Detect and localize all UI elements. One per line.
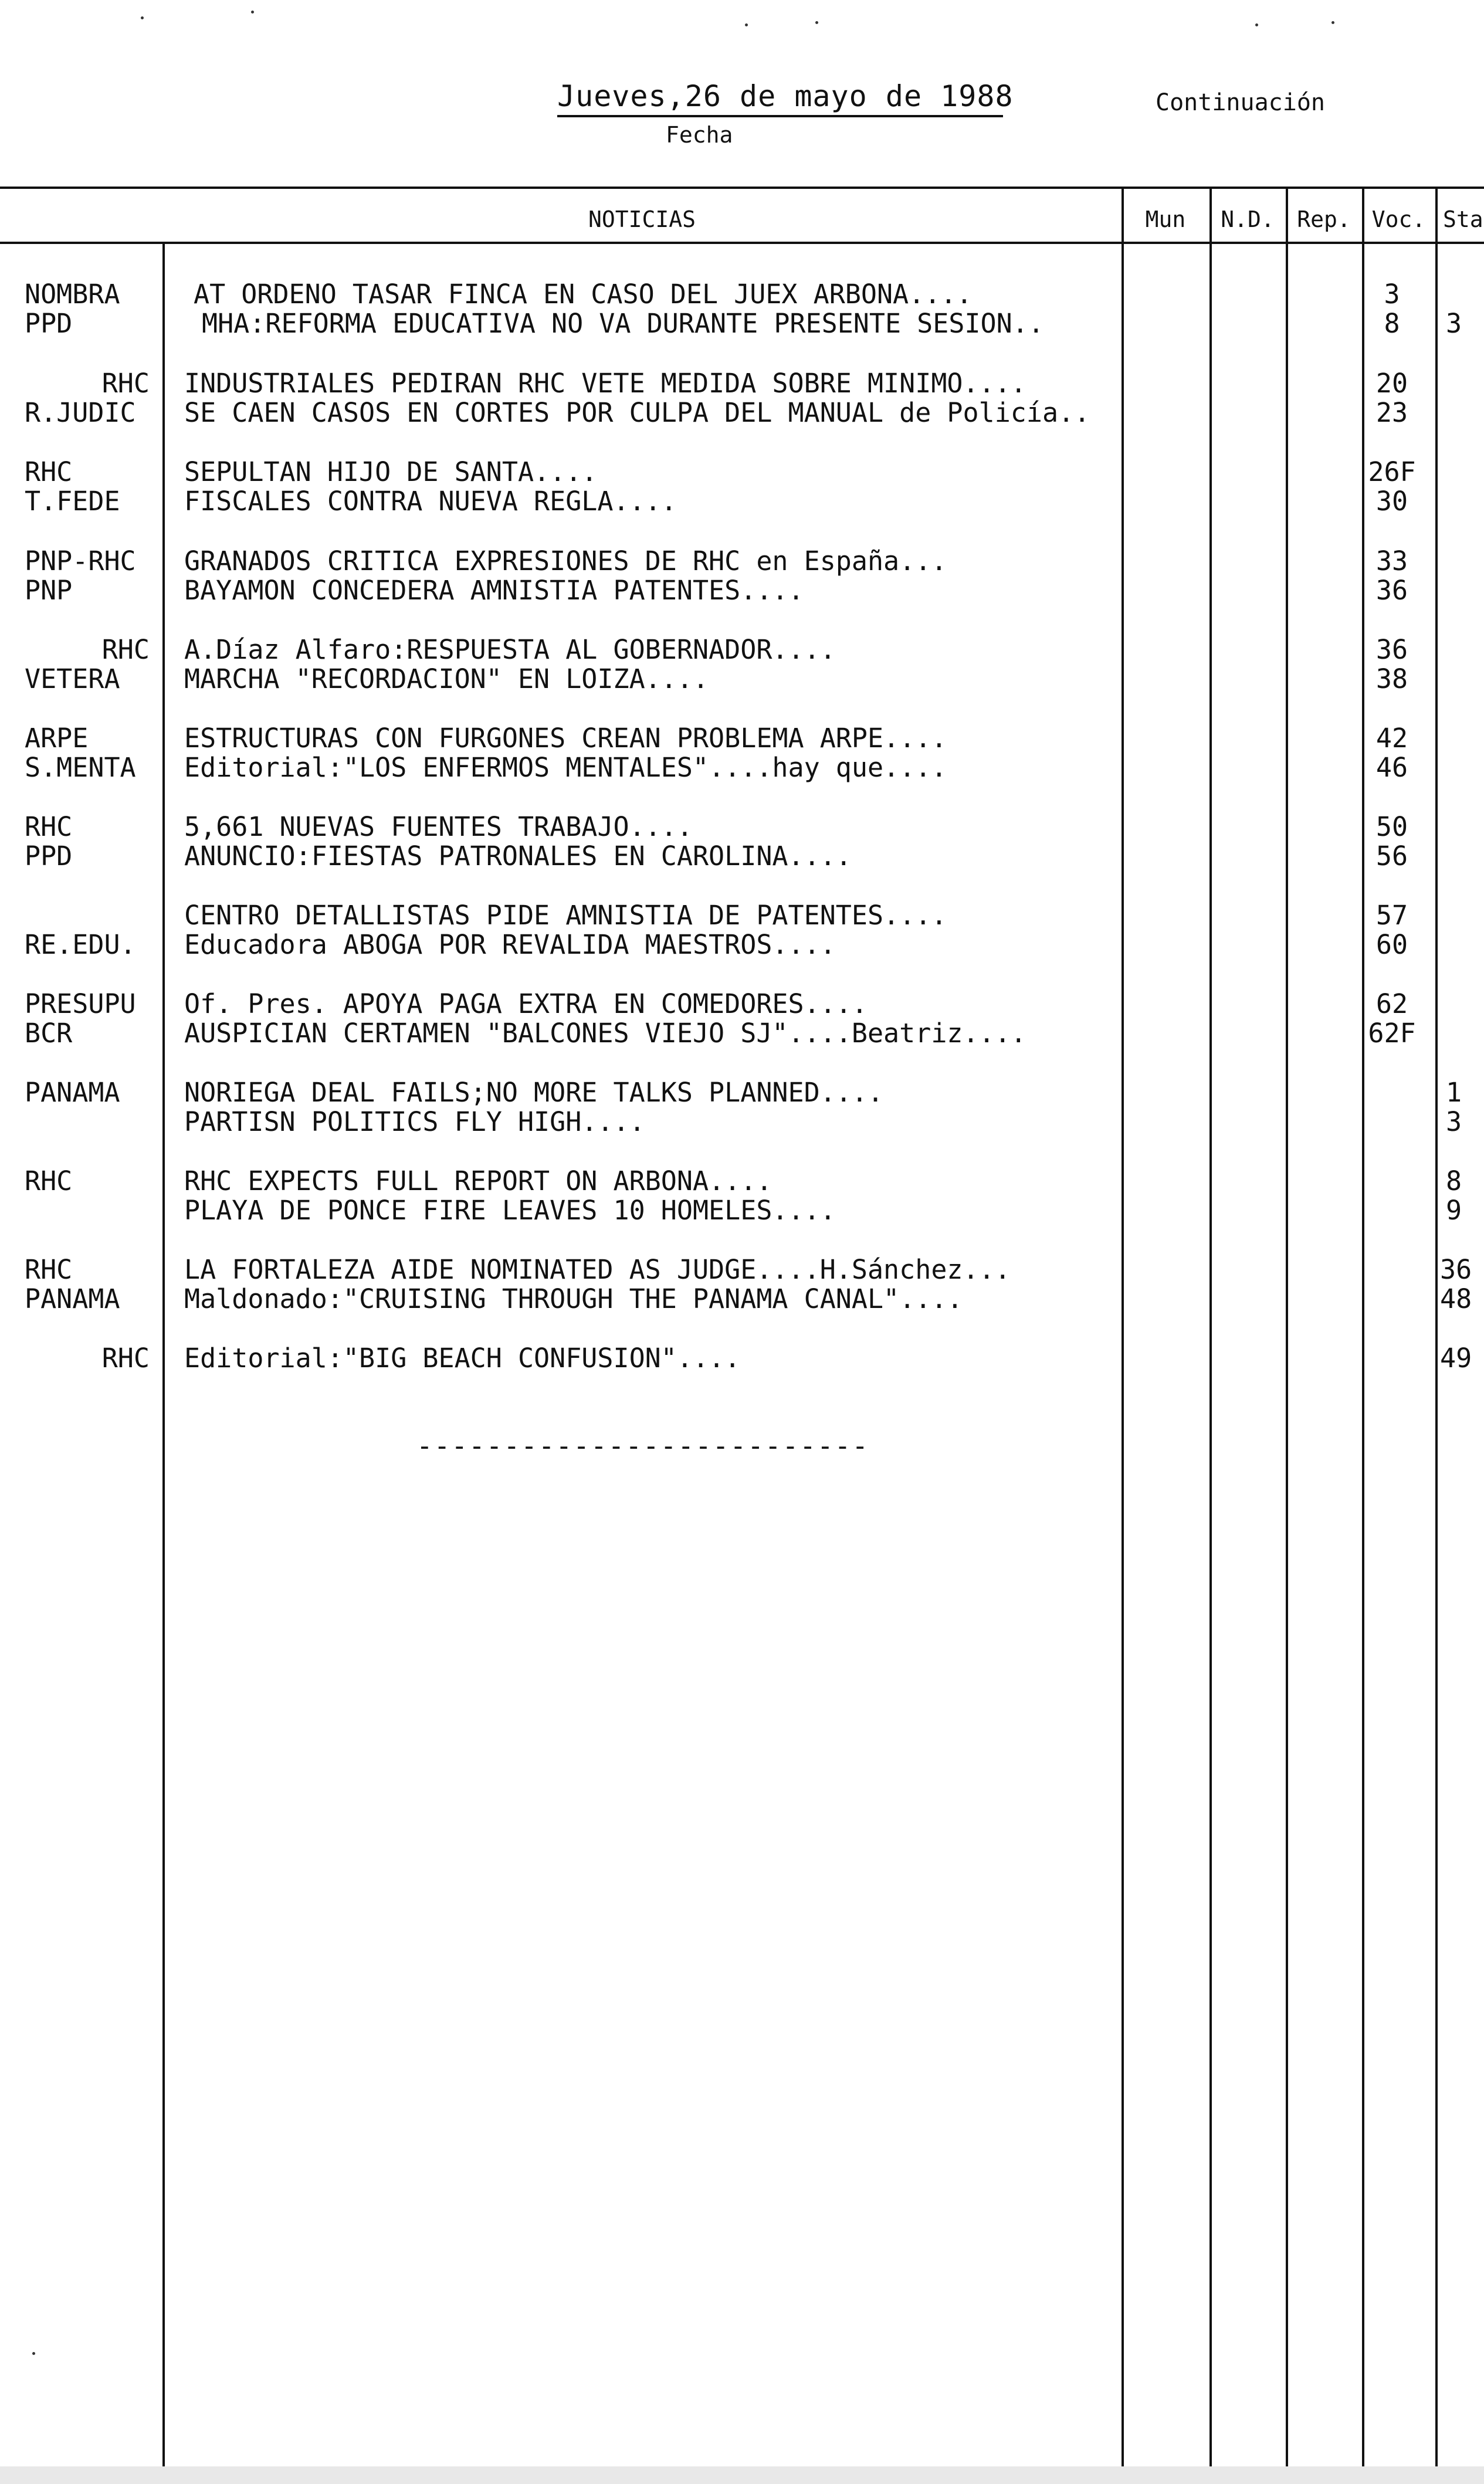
row-headline: Of. Pres. APOYA PAGA EXTRA EN COMEDORES.... bbox=[184, 988, 868, 1019]
column-divider-voc bbox=[1435, 187, 1438, 2466]
column-divider-nd bbox=[1286, 187, 1288, 2466]
row-headline: NORIEGA DEAL FAILS;NO MORE TALKS PLANNED.... bbox=[184, 1077, 884, 1108]
row-voc: 26F bbox=[1368, 456, 1416, 487]
row-voc: 57 bbox=[1375, 900, 1408, 931]
column-header-rep: Rep. bbox=[1297, 206, 1351, 232]
row-headline: 5,661 NUEVAS FUENTES TRABAJO.... bbox=[184, 811, 693, 842]
row-voc: 60 bbox=[1375, 929, 1408, 960]
row-voc: 46 bbox=[1375, 752, 1408, 783]
row-voc: 62 bbox=[1375, 988, 1408, 1019]
row-tag: S.MENTA bbox=[25, 752, 136, 783]
row-headline: ESTRUCTURAS CON FURGONES CREAN PROBLEMA ARPE.... bbox=[184, 723, 947, 754]
row-headline: GRANADOS CRITICA EXPRESIONES DE RHC en España... bbox=[184, 545, 947, 577]
row-headline: Educadora ABOGA POR REVALIDA MAESTROS.... bbox=[184, 929, 836, 960]
row-tag: RHC bbox=[25, 1254, 73, 1285]
row-tag: RHC bbox=[25, 811, 73, 842]
row-headline: AT ORDENO TASAR FINCA EN CASO DEL JUEX ARBONA.... bbox=[194, 279, 973, 310]
scan-speck bbox=[32, 2352, 35, 2355]
row-tag: ARPE bbox=[25, 723, 89, 754]
row-sta: 8 bbox=[1446, 1165, 1462, 1197]
column-header-sta: Sta bbox=[1443, 206, 1483, 232]
column-divider-mun bbox=[1209, 187, 1212, 2466]
row-voc: 36 bbox=[1375, 634, 1408, 665]
date-caption: Fecha bbox=[666, 122, 733, 148]
row-tag: PPD bbox=[25, 308, 73, 339]
column-divider-tag bbox=[162, 242, 165, 2466]
row-headline: Maldonado:"CRUISING THROUGH THE PANAMA CANAL".... bbox=[184, 1283, 963, 1314]
row-headline: MHA:REFORMA EDUCATIVA NO VA DURANTE PRESENTE SESION.. bbox=[202, 308, 1044, 339]
row-tag: RHC bbox=[101, 1343, 150, 1374]
row-headline: PLAYA DE PONCE FIRE LEAVES 10 HOMELES.... bbox=[184, 1195, 836, 1226]
row-voc: 36 bbox=[1375, 575, 1408, 606]
row-headline: BAYAMON CONCEDERA AMNISTIA PATENTES.... bbox=[184, 575, 804, 606]
row-headline: Editorial:"LOS ENFERMOS MENTALES"....hay que.... bbox=[184, 752, 947, 783]
row-voc: 50 bbox=[1375, 811, 1408, 842]
row-tag: NOMBRA bbox=[25, 279, 120, 310]
row-voc: 20 bbox=[1375, 368, 1408, 399]
row-headline: RHC EXPECTS FULL REPORT ON ARBONA.... bbox=[184, 1165, 773, 1197]
scan-speck bbox=[1255, 23, 1258, 26]
row-tag: PPD bbox=[25, 841, 73, 872]
row-headline: SEPULTAN HIJO DE SANTA.... bbox=[184, 456, 598, 487]
column-divider-rep bbox=[1362, 187, 1364, 2466]
scan-edge bbox=[0, 2466, 1484, 2484]
row-headline: LA FORTALEZA AIDE NOMINATED AS JUDGE....H.Sánchez... bbox=[184, 1254, 1011, 1285]
row-headline: AUSPICIAN CERTAMEN "BALCONES VIEJO SJ"....Beatriz.... bbox=[184, 1018, 1026, 1049]
column-header-noticias: NOTICIAS bbox=[588, 206, 696, 232]
row-voc: 30 bbox=[1375, 486, 1408, 517]
row-headline: Editorial:"BIG BEACH CONFUSION".... bbox=[184, 1343, 741, 1374]
row-voc: 42 bbox=[1375, 723, 1408, 754]
continuation-label: Continuación bbox=[1156, 89, 1325, 116]
scan-speck bbox=[745, 23, 748, 26]
row-sta: 3 bbox=[1446, 308, 1462, 339]
row-tag: R.JUDIC bbox=[25, 397, 136, 428]
row-voc: 33 bbox=[1375, 545, 1408, 577]
row-voc: 56 bbox=[1375, 841, 1408, 872]
row-tag: RHC bbox=[25, 456, 73, 487]
row-tag: RHC bbox=[101, 368, 150, 399]
row-headline: FISCALES CONTRA NUEVA REGLA.... bbox=[184, 486, 677, 517]
scan-speck bbox=[1331, 21, 1334, 24]
column-header-nd: N.D. bbox=[1221, 206, 1275, 232]
scan-speck bbox=[251, 11, 254, 13]
row-voc: 38 bbox=[1375, 663, 1408, 694]
row-sta: 48 bbox=[1440, 1283, 1472, 1314]
row-voc: 8 bbox=[1384, 308, 1400, 339]
document-date: Jueves,26 de mayo de 1988 bbox=[557, 79, 1014, 113]
row-headline: MARCHA "RECORDACION" EN LOIZA.... bbox=[184, 663, 709, 694]
row-sta: 49 bbox=[1440, 1343, 1472, 1374]
row-headline: INDUSTRIALES PEDIRAN RHC VETE MEDIDA SOBRE MINIMO.... bbox=[184, 368, 1026, 399]
row-voc: 3 bbox=[1384, 279, 1400, 310]
row-tag: VETERA bbox=[25, 663, 120, 694]
date-underline bbox=[557, 115, 1003, 117]
row-tag: BCR bbox=[25, 1018, 73, 1049]
column-divider-noticias bbox=[1122, 187, 1124, 2466]
row-tag: T.FEDE bbox=[25, 486, 120, 517]
row-sta: 9 bbox=[1446, 1195, 1462, 1226]
row-tag: RHC bbox=[101, 634, 150, 665]
row-tag: PANAMA bbox=[25, 1283, 120, 1314]
row-tag: PRESUPU bbox=[25, 988, 136, 1019]
row-voc: 23 bbox=[1375, 397, 1408, 428]
row-tag: RE.EDU. bbox=[25, 929, 136, 960]
row-sta: 36 bbox=[1440, 1254, 1472, 1285]
row-sta: 1 bbox=[1446, 1077, 1462, 1108]
scan-speck bbox=[141, 16, 144, 19]
table-top-rule bbox=[0, 187, 1484, 189]
row-tag: PANAMA bbox=[25, 1077, 120, 1108]
row-tag: RHC bbox=[25, 1165, 73, 1197]
row-headline: ANUNCIO:FIESTAS PATRONALES EN CAROLINA.... bbox=[184, 841, 852, 872]
row-headline: PARTISN POLITICS FLY HIGH.... bbox=[184, 1106, 645, 1137]
row-headline: A.Díaz Alfaro:RESPUESTA AL GOBERNADOR.... bbox=[184, 634, 836, 665]
row-voc: 62F bbox=[1368, 1018, 1416, 1049]
column-header-voc: Voc. bbox=[1371, 206, 1426, 232]
row-tag: PNP bbox=[25, 575, 73, 606]
table-header-rule bbox=[0, 242, 1484, 244]
row-headline: CENTRO DETALLISTAS PIDE AMNISTIA DE PATENTES.... bbox=[184, 900, 947, 931]
end-of-list-rule: -------------------------- bbox=[416, 1430, 870, 1462]
row-sta: 3 bbox=[1446, 1106, 1462, 1137]
column-header-mun: Mun bbox=[1145, 206, 1186, 232]
row-tag: PNP-RHC bbox=[25, 545, 136, 577]
row-headline: SE CAEN CASOS EN CORTES POR CULPA DEL MANUAL de Policía.. bbox=[184, 397, 1090, 428]
scan-speck bbox=[815, 21, 818, 24]
